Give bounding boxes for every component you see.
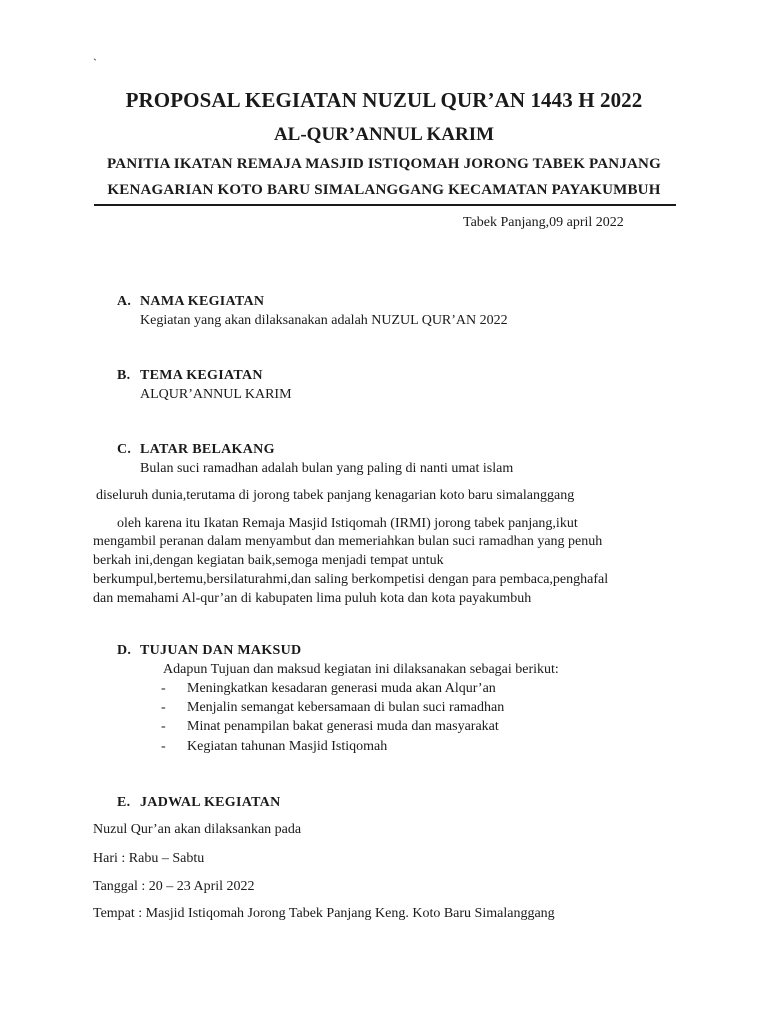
bullet-item bbox=[161, 700, 504, 716]
section-d-intro: Adapun Tujuan dan maksud kegiatan ini dilaksanakan sebagai berikut: bbox=[163, 662, 559, 677]
section-c-line-1: Bulan suci ramadhan adalah bulan yang paling di nanti umat islam bbox=[140, 461, 514, 476]
section-e-heading: JADWAL KEGIATAN bbox=[140, 795, 281, 810]
section-b-letter: B. bbox=[117, 368, 131, 383]
section-a-letter: A. bbox=[117, 294, 132, 309]
document-subtitle: AL-QUR’ANNUL KARIM bbox=[273, 124, 495, 145]
bullet-dash: - bbox=[161, 739, 166, 754]
section-c-para-line: mengambil peranan dalam menyambut dan memeriahkan bulan suci ramadhan yang penuh bbox=[93, 534, 603, 549]
bullet-item bbox=[161, 681, 496, 697]
committee-line-2: KENAGARIAN KOTO BARU SIMALANGGANG KECAMATAN PAYAKUMBUH bbox=[107, 182, 661, 198]
bullet-text: Meningkatkan kesadaran generasi muda akan Alqur’an bbox=[187, 681, 496, 696]
bullet-dash: - bbox=[161, 681, 166, 696]
section-a-heading: NAMA KEGIATAN bbox=[140, 294, 265, 309]
bullet-item bbox=[161, 739, 387, 755]
bullet-dash: - bbox=[161, 700, 166, 715]
schedule-intro: Nuzul Qur’an akan dilaksankan pada bbox=[93, 822, 302, 837]
section-c-line-2: diseluruh dunia,terutama di jorong tabek panjang kenagarian koto baru simalanggang bbox=[96, 488, 575, 503]
bullet-text: Kegiatan tahunan Masjid Istiqomah bbox=[187, 739, 388, 754]
document-title: PROPOSAL KEGIATAN NUZUL QUR’AN 1443 H 2022 bbox=[125, 88, 643, 112]
section-c-para-line: berkah ini,dengan kegiatan baik,semoga menjadi tempat untuk bbox=[93, 553, 444, 568]
section-e-letter: E. bbox=[117, 795, 131, 810]
section-c-para-line: oleh karena itu Ikatan Remaja Masjid Istiqomah (IRMI) jorong tabek panjang,ikut bbox=[117, 516, 578, 531]
bullet-item bbox=[161, 719, 499, 735]
place-date: Tabek Panjang,09 april 2022 bbox=[463, 215, 624, 230]
bullet-text: Menjalin semangat kebersamaan di bulan suci ramadhan bbox=[187, 700, 505, 715]
section-c-heading: LATAR BELAKANG bbox=[140, 442, 275, 457]
section-c-letter: C. bbox=[117, 442, 132, 457]
schedule-place: Tempat : Masjid Istiqomah Jorong Tabek Panjang Keng. Koto Baru Simalanggang bbox=[93, 906, 555, 921]
section-d-heading: TUJUAN DAN MAKSUD bbox=[140, 643, 302, 658]
bullet-dash: - bbox=[161, 719, 166, 734]
section-d-letter: D. bbox=[117, 643, 132, 658]
bullet-text: Minat penampilan bakat generasi muda dan masyarakat bbox=[187, 719, 499, 734]
stray-mark: ` bbox=[93, 56, 97, 70]
section-b-text: ALQUR’ANNUL KARIM bbox=[140, 387, 292, 402]
section-c-para-line: dan memahami Al-qur’an di kabupaten lima puluh kota dan kota payakumbuh bbox=[93, 591, 532, 606]
header-divider bbox=[94, 204, 676, 206]
section-b-heading: TEMA KEGIATAN bbox=[140, 368, 263, 383]
section-a-text: Kegiatan yang akan dilaksanakan adalah NUZUL QUR’AN 2022 bbox=[140, 313, 508, 328]
committee-line-1: PANITIA IKATAN REMAJA MASJID ISTIQOMAH JORONG TABEK PANJANG bbox=[107, 156, 661, 172]
section-c-para-line: berkumpul,bertemu,bersilaturahmi,dan saling berkompetisi dengan para pembaca,penghafal bbox=[93, 572, 609, 587]
schedule-date: Tanggal : 20 – 23 April 2022 bbox=[93, 879, 255, 894]
schedule-day: Hari : Rabu – Sabtu bbox=[93, 851, 205, 866]
